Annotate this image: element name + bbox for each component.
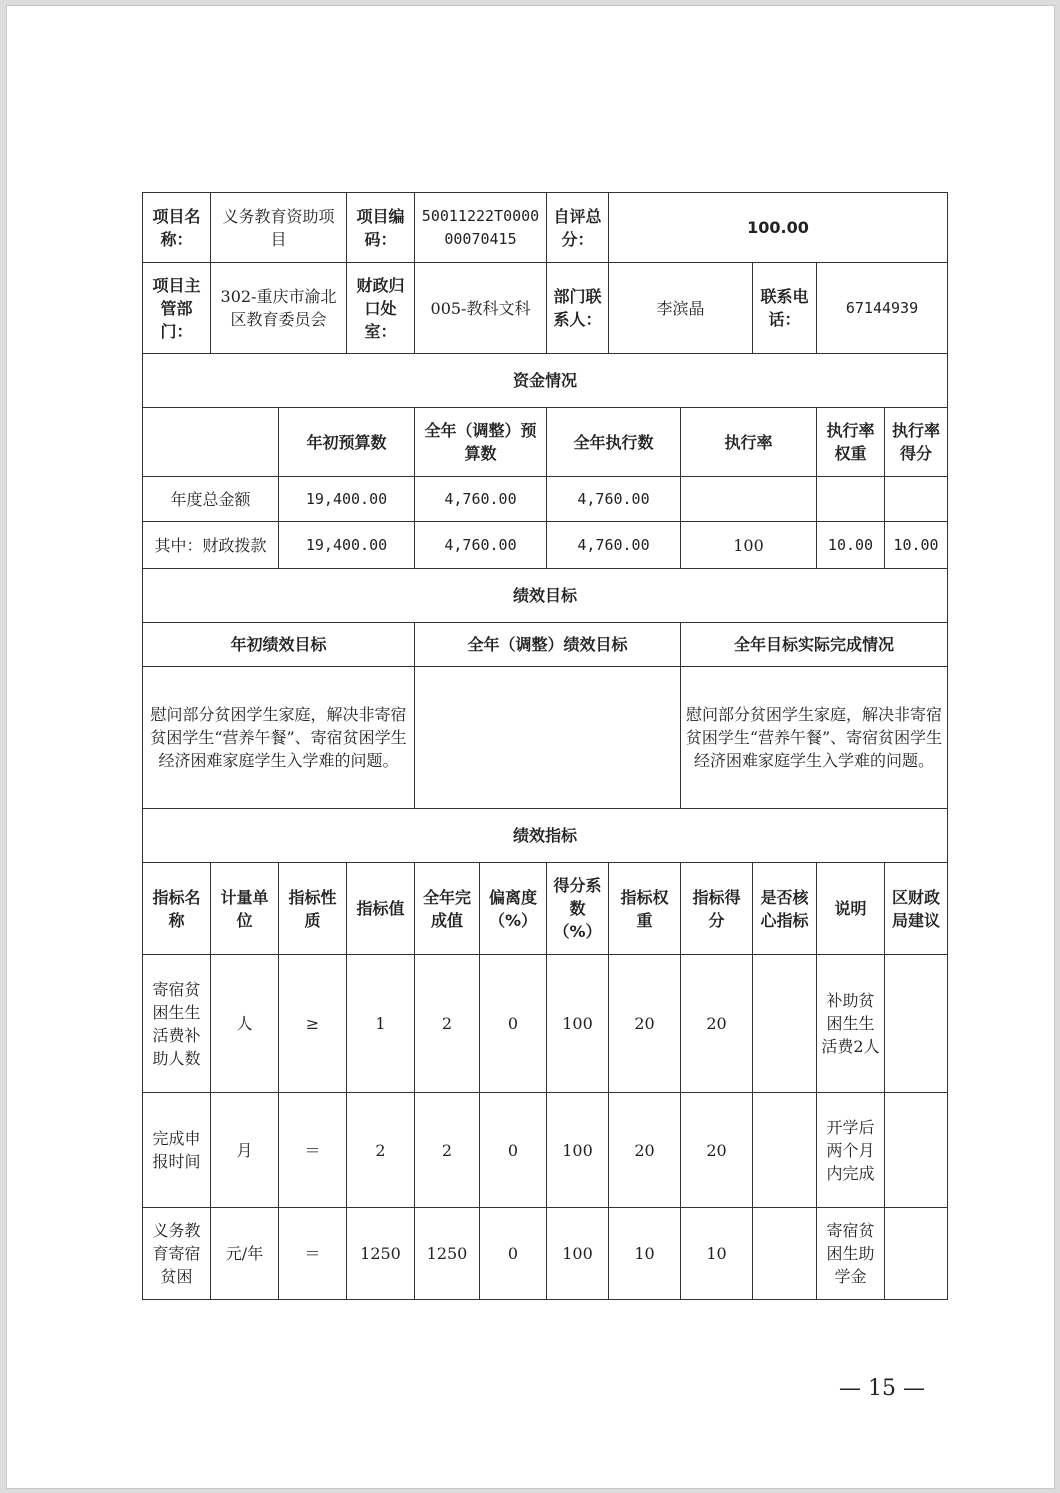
funds-header-blank [143,408,279,477]
goal-actual-text: 慰问部分贫困学生家庭，解决非寄宿贫困学生“营养午餐”、寄宿贫困学生经济困难家庭学生入学难的问题。 [681,667,948,809]
funds-weight [817,477,885,522]
funds-header-weight: 执行率权重 [817,408,885,477]
ind-score: 20 [681,955,753,1093]
funds-header-adjusted: 全年（调整）预算数 [415,408,547,477]
funds-adjusted: 4,760.00 [415,522,547,569]
funds-budget: 19,400.00 [279,477,415,522]
project-name-label: 项目名称： [143,193,211,263]
dept: 302-重庆市渝北区教育委员会 [211,263,347,354]
self-score-label: 自评总分： [547,193,609,263]
funds-row-label: 其中：财政拨款 [143,522,279,569]
ind-advice [885,955,948,1093]
performance-evaluation-form [142,192,948,1300]
table-row [143,1093,948,1208]
ind-deviation: 0 [480,1093,547,1208]
funds-header-rate: 执行率 [681,408,817,477]
table-row [143,1208,948,1300]
project-code: 50011222T000000070415 [415,193,547,263]
funds-budget: 19,400.00 [279,522,415,569]
ind-value: 1 [347,955,415,1093]
funds-rate [681,477,817,522]
table-row [143,955,948,1093]
ind-score: 20 [681,1093,753,1208]
ind-header-value: 指标值 [347,863,415,955]
funds-row [143,477,948,522]
ind-header-coef: 得分系数（%） [547,863,609,955]
ind-core [753,1208,817,1300]
ind-core [753,1093,817,1208]
ind-nature: ≥ [279,955,347,1093]
ind-weight: 20 [609,955,681,1093]
funds-executed: 4,760.00 [547,477,681,522]
project-name: 义务教育资助项目 [211,193,347,263]
funds-score [885,477,948,522]
funds-weight: 10.00 [817,522,885,569]
contact-label: 部门联系人： [547,263,609,354]
ind-weight: 20 [609,1093,681,1208]
ind-name: 义务教育寄宿贫困 [143,1208,211,1300]
ind-header-deviation: 偏离度（%） [480,863,547,955]
ind-name: 寄宿贫困生生活费补助人数 [143,955,211,1093]
funds-score: 10.00 [885,522,948,569]
funds-executed: 4,760.00 [547,522,681,569]
self-score: 100.00 [609,193,948,263]
document-page [6,5,1055,1489]
ind-value: 1250 [347,1208,415,1300]
ind-note: 补助贫困生生活费2人 [817,955,885,1093]
ind-completed: 2 [415,955,480,1093]
ind-completed: 2 [415,1093,480,1208]
ind-coef: 100 [547,1208,609,1300]
funds-adjusted: 4,760.00 [415,477,547,522]
page-number: — 15 — [839,1376,925,1401]
goal-initial-text: 慰问部分贫困学生家庭，解决非寄宿贫困学生“营养午餐”、寄宿贫困学生经济困难家庭学生入学难的问题。 [143,667,415,809]
ind-header-core: 是否核心指标 [753,863,817,955]
funds-rate: 100 [681,522,817,569]
ind-unit: 元/年 [211,1208,279,1300]
ind-header-weight: 指标权重 [609,863,681,955]
ind-header-score: 指标得分 [681,863,753,955]
funds-row [143,522,948,569]
funds-row-label: 年度总金额 [143,477,279,522]
ind-header-completed: 全年完成值 [415,863,480,955]
ind-name: 完成申报时间 [143,1093,211,1208]
ind-deviation: 0 [480,1208,547,1300]
ind-core [753,955,817,1093]
finance-office-label: 财政归口处室： [347,263,415,354]
ind-deviation: 0 [480,955,547,1093]
ind-header-name: 指标名称 [143,863,211,955]
contact-name: 李滨晶 [609,263,753,354]
ind-unit: 人 [211,955,279,1093]
ind-unit: 月 [211,1093,279,1208]
funds-header-executed: 全年执行数 [547,408,681,477]
finance-office: 005-教科文科 [415,263,547,354]
ind-coef: 100 [547,955,609,1093]
goals-header-initial: 年初绩效目标 [143,623,415,667]
goals-header-actual: 全年目标实际完成情况 [681,623,948,667]
phone-number: 67144939 [817,263,948,354]
ind-header-note: 说明 [817,863,885,955]
ind-value: 2 [347,1093,415,1208]
ind-note: 寄宿贫困生助学金 [817,1208,885,1300]
project-code-label: 项目编码： [347,193,415,263]
goals-header-adjusted: 全年（调整）绩效目标 [415,623,681,667]
funds-header-budget: 年初预算数 [279,408,415,477]
ind-note: 开学后两个月内完成 [817,1093,885,1208]
ind-coef: 100 [547,1093,609,1208]
ind-weight: 10 [609,1208,681,1300]
goal-adjusted-text [415,667,681,809]
ind-score: 10 [681,1208,753,1300]
funds-section-title: 资金情况 [143,354,948,408]
ind-header-nature: 指标性质 [279,863,347,955]
dept-label: 项目主管部门： [143,263,211,354]
funds-header-score: 执行率得分 [885,408,948,477]
indicators-section-title: 绩效指标 [143,809,948,863]
ind-header-unit: 计量单位 [211,863,279,955]
ind-nature: ＝ [279,1208,347,1300]
ind-nature: ＝ [279,1093,347,1208]
ind-header-advice: 区财政局建议 [885,863,948,955]
ind-advice [885,1093,948,1208]
phone-label: 联系电话： [753,263,817,354]
ind-completed: 1250 [415,1208,480,1300]
indicators-header-row [143,863,948,955]
goals-section-title: 绩效目标 [143,569,948,623]
ind-advice [885,1208,948,1300]
